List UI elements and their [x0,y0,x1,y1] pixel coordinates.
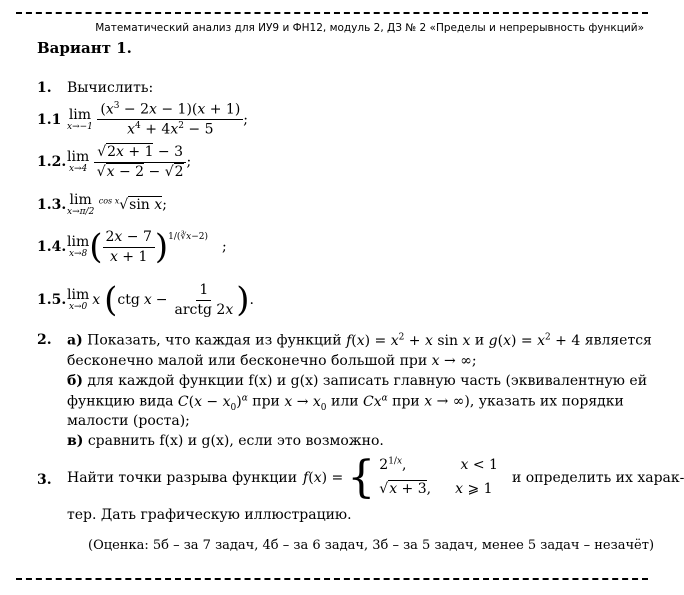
problem-1-4-label: 1.4. [37,239,67,256]
task2-a-text1: Показать, что каждая из функций [87,332,342,349]
task3-number: 3. [37,472,52,488]
problem-1-5-label: 1.5. [37,292,67,309]
limit-operator: lim x→−1 [67,106,93,132]
task2-c-label: в) [67,433,84,449]
task2-c-line [67,433,384,449]
task2-b-line2: функцию вида $C(x - x_0)^\alpha$ при $x \to x_0$ или $Cx^\alpha$ при x → ∞), указать их порядки [67,393,624,413]
fraction: $\frac{(x^3 - 2x - 1)(x + 1)}{x^4 + 4x^2 - 5}$ [97,102,243,138]
task2-b-line2-mid: при [252,393,280,410]
task2-b-label: б) [67,373,83,389]
task2-b-line2-or: или [330,393,359,410]
course-header: Математический анализ для ИУ9 и ФН12, модуль 2, ДЗ № 2 «Пределы и непрерывность функций» [95,22,644,34]
task2-b-line1-text: для каждой функции f(x) и g(x) записать главную часть (эквивалентную ей [87,373,648,389]
limit-operator: lim x→π/2 [67,192,95,217]
problem-1-2-label: 1.2. [37,154,67,171]
piecewise-brace: { [347,451,376,503]
limit-operator: lim x→0 [67,287,90,313]
task2-b-line3: малости (роста); [67,413,190,429]
problem-1-3-label: 1.3. [37,197,67,213]
problem-1-1: 1.1 lim x→−1 $\frac{(x^3 - 2x - 1)(x + 1)}{x^4 + 4x^2 - 5}$ ; [37,101,248,138]
top-dashed-line [16,12,648,14]
fraction: $\frac{1}{\text{arctg 2x}}$ [174,282,234,318]
fraction: $\frac{2x - 7}{x + 1}$ [103,230,155,264]
task2-a-and: и [474,332,485,349]
task2-b-line2-post: , указать их порядки [469,393,624,410]
task2-c-text: сравнить f(x) и g(x), если это возможно. [87,433,384,449]
task2-number: 2. [37,332,52,348]
fraction: $\frac{√2x + 1 - 3}{√x - 2 - √2}$ [94,145,187,179]
task2-a-label: а) [67,332,83,349]
grading-note: (Оценка: 5б – за 7 задач, 4б – за 6 задач, 3б – за 5 задач, менее 5 задач – незачёт) [88,538,655,553]
bottom-dashed-line [16,578,648,580]
limit-operator: lim x→4 [67,149,90,175]
task2-a-line1: а) Показать, что каждая из функций $f(x) = x^2 + x$ sin x и $g(x) = x^2 + 4$ является [67,332,652,349]
piecewise-cases: $2^{1/x}$, x < 1 √x + 3, x ⩾ 1 [379,456,498,497]
problem-1-2: 1.2. lim x→4 $\frac{√2x + 1 - 3}{√x - 2 - √2}$ ; [37,144,192,180]
task3-text2: и определить их харак- [511,469,684,486]
task2-a-text2: является [584,332,652,349]
task2-a-line2: бесконечно малой или бесконечно большой при x → ∞; [67,353,477,369]
task2-b-line2-mid2: при [392,393,420,410]
task2-b-line2-pre: функцию вида [67,393,174,410]
task3-text1: Найти точки разрыва функции [67,469,298,486]
problem-1-1-label: 1.1 [37,111,62,128]
problem-1-3: 1.3. lim x→π/2 $^{cos x}$√sin x; [37,192,167,217]
task3-line1: Найти точки разрыва функции f(x) = { $2^{1/x}$, x < 1 √x + 3, x ⩾ 1 и определить их харак- [67,451,684,503]
task3-line2: тер. Дать графическую иллюстрацию. [67,507,352,523]
problem-1-5: 1.5. lim x→0 x ( ctg x − $\frac{1}{\text{arctg 2x}}$ ) . [37,280,254,321]
task2-a-line2-text: бесконечно малой или бесконечно большой при [67,353,428,369]
variant-title: Вариант 1. [37,39,132,57]
task1-title: Вычислить: [67,80,154,96]
task2-b-line1 [67,373,647,389]
task1-number: 1. [37,80,52,96]
limit-operator: lim x→8 [67,234,90,260]
problem-1-4: 1.4. lim x→8 ( $\frac{2x - 7}{x + 1}$ ) 1/(∛x−2) ; [37,227,227,268]
